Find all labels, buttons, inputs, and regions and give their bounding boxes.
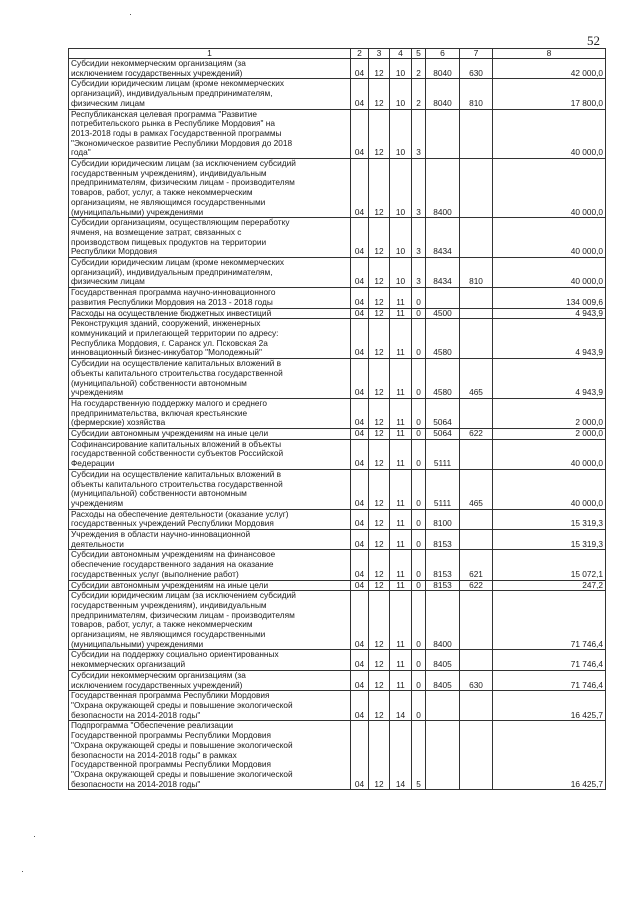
- table-row: [69, 319, 606, 359]
- row-name-line: коммуникаций и прилегающей территории по адресу:: [71, 327, 279, 338]
- row-name-line: организаций), индивидуальным предпринимателям,: [71, 88, 273, 99]
- row-expense-type: [460, 691, 493, 721]
- row-section: 04: [351, 429, 369, 440]
- row-subprogram: 0: [412, 670, 426, 690]
- row-expense-type: 810: [460, 79, 493, 109]
- row-target: 5064: [426, 398, 460, 428]
- table-row: [69, 258, 606, 288]
- row-expense-type: [460, 398, 493, 428]
- row-amount: 15 319,3: [493, 509, 606, 529]
- row-target: 8400: [426, 159, 460, 218]
- row-name-line: ячменя, на возмещение затрат, связанных с: [71, 226, 242, 237]
- row-section: 04: [351, 591, 369, 650]
- row-subprogram: 0: [412, 319, 426, 359]
- table-row: [69, 308, 606, 319]
- row-section: 04: [351, 308, 369, 319]
- row-name-line: (муниципальными) учреждениями: [71, 206, 204, 217]
- row-program: 11: [390, 288, 412, 308]
- row-section: 04: [351, 580, 369, 591]
- row-subprogram: 0: [412, 398, 426, 428]
- table-row: [69, 109, 606, 159]
- row-subsection: 12: [369, 359, 390, 399]
- row-section: 04: [351, 258, 369, 288]
- table-row: [69, 691, 606, 721]
- row-name-line: года": [71, 147, 91, 158]
- row-expense-type: 621: [460, 550, 493, 580]
- row-program: 11: [390, 439, 412, 469]
- row-expense-type: [460, 308, 493, 319]
- row-name-line: предпринимателям, физическим лицам - производителям: [71, 609, 295, 620]
- row-expense-type: [460, 319, 493, 359]
- row-expense-type: [460, 288, 493, 308]
- header-col-6: 6: [426, 49, 460, 59]
- row-target: 8100: [426, 509, 460, 529]
- row-expense-type: 630: [460, 670, 493, 690]
- row-subprogram: 0: [412, 469, 426, 509]
- row-name-line: государственной собственности субъектов Российской: [71, 448, 284, 459]
- row-expense-type: 622: [460, 429, 493, 440]
- row-name-line: 2013-2018 годы в рамках Государственной программы: [71, 127, 282, 138]
- row-subprogram: 0: [412, 591, 426, 650]
- row-name-line: товаров, работ, услуг, а также некоммерческим: [71, 619, 253, 630]
- row-name: [69, 721, 351, 790]
- row-expense-type: [460, 650, 493, 670]
- row-amount: 17 800,0: [493, 79, 606, 109]
- row-name-line: производством пищевых продуктов на территории: [71, 236, 267, 247]
- row-target: 8153: [426, 530, 460, 550]
- row-amount: 2 000,0: [493, 398, 606, 428]
- row-subprogram: 2: [412, 79, 426, 109]
- row-name-line: учреждениям: [71, 387, 124, 398]
- row-name-line: Субсидии на осуществление капитальных вложений в: [71, 358, 282, 369]
- row-amount: 4 943,9: [493, 319, 606, 359]
- table-row: [69, 429, 606, 440]
- row-name-line: Субсидии на поддержку социально ориентированных: [71, 649, 279, 660]
- row-section: 04: [351, 288, 369, 308]
- header-col-4: 4: [390, 49, 412, 59]
- row-section: 04: [351, 79, 369, 109]
- row-name-line: государственным учреждениям), индивидуальным: [71, 167, 267, 178]
- row-name: [69, 288, 351, 308]
- row-subsection: 12: [369, 550, 390, 580]
- row-amount: 40 000,0: [493, 159, 606, 218]
- row-target: 8040: [426, 59, 460, 79]
- row-name-line: Республики Мордовия: [71, 246, 158, 257]
- row-subprogram: 0: [412, 691, 426, 721]
- row-name-line: предпринимательства, включая крестьянские: [71, 407, 248, 418]
- row-name-line: Субсидии некоммерческим организациям (за: [71, 58, 246, 68]
- row-section: 04: [351, 721, 369, 790]
- row-name-line: Государственная программа Республики Мордовия: [71, 690, 270, 701]
- row-name-line: Расходы на обеспечение деятельности (оказание услуг): [71, 508, 289, 519]
- row-name-line: Республиканская целевая программа "Развитие: [71, 108, 258, 119]
- row-amount: 4 943,9: [493, 359, 606, 399]
- header-col-8: 8: [493, 49, 606, 59]
- row-name-line: Республика Мордовия, г. Саранск ул. Псковская 2а: [71, 337, 268, 348]
- row-expense-type: 465: [460, 359, 493, 399]
- row-subsection: 12: [369, 691, 390, 721]
- row-program: 10: [390, 218, 412, 258]
- row-subsection: 12: [369, 109, 390, 159]
- row-amount: 16 425,7: [493, 721, 606, 790]
- row-program: 10: [390, 159, 412, 218]
- row-name-line: исключением государственных учреждений): [71, 67, 243, 78]
- row-name: [69, 530, 351, 550]
- row-amount: 71 746,4: [493, 591, 606, 650]
- row-name-line: Субсидии юридическим лицам (кроме некоммерческих: [71, 257, 284, 268]
- row-program: 11: [390, 509, 412, 529]
- row-subsection: 12: [369, 580, 390, 591]
- row-target: 8405: [426, 670, 460, 690]
- row-program: 14: [390, 721, 412, 790]
- row-name-line: исключением государственных учреждений): [71, 679, 243, 690]
- row-expense-type: [460, 509, 493, 529]
- row-name-line: физическим лицам: [71, 276, 145, 287]
- row-section: 04: [351, 530, 369, 550]
- row-name-line: физическим лицам: [71, 97, 145, 108]
- row-name: [69, 429, 351, 440]
- budget-table: [68, 48, 606, 790]
- row-name-line: некоммерческих организаций: [71, 659, 186, 670]
- row-subsection: 12: [369, 59, 390, 79]
- row-amount: 247,2: [493, 580, 606, 591]
- row-subsection: 12: [369, 650, 390, 670]
- table-row: [69, 59, 606, 79]
- row-name-line: Субсидии некоммерческим организациям (за: [71, 669, 246, 680]
- row-program: 10: [390, 258, 412, 288]
- table-row: [69, 288, 606, 308]
- row-target: 4500: [426, 308, 460, 319]
- row-name-line: объекты капитального строительства государственной: [71, 367, 283, 378]
- row-program: 11: [390, 670, 412, 690]
- row-target: 4580: [426, 319, 460, 359]
- row-target: 5064: [426, 429, 460, 440]
- row-name-line: Субсидии на осуществление капитальных вложений в: [71, 468, 282, 479]
- row-section: 04: [351, 691, 369, 721]
- row-subsection: 12: [369, 308, 390, 319]
- row-name: [69, 550, 351, 580]
- row-program: 11: [390, 398, 412, 428]
- row-name: [69, 159, 351, 218]
- row-name-line: развития Республики Мордовия на 2013 - 2018 годы: [71, 296, 273, 307]
- table-row: [69, 398, 606, 428]
- row-target: [426, 109, 460, 159]
- row-name: [69, 580, 351, 591]
- row-expense-type: [460, 591, 493, 650]
- row-subsection: 12: [369, 319, 390, 359]
- row-name: [69, 59, 351, 79]
- row-target: 8400: [426, 591, 460, 650]
- row-target: [426, 288, 460, 308]
- row-name: [69, 319, 351, 359]
- header-col-2: 2: [351, 49, 369, 59]
- row-program: 11: [390, 580, 412, 591]
- row-name-line: предпринимателям, физическим лицам - производителям: [71, 177, 295, 188]
- row-amount: 15 072,1: [493, 550, 606, 580]
- row-subsection: 12: [369, 218, 390, 258]
- row-subprogram: 0: [412, 288, 426, 308]
- row-name: [69, 670, 351, 690]
- table-row: [69, 670, 606, 690]
- row-program: 11: [390, 530, 412, 550]
- row-subprogram: 3: [412, 258, 426, 288]
- row-name-line: (муниципальной) собственности автономным: [71, 488, 247, 499]
- row-subprogram: 0: [412, 429, 426, 440]
- row-program: 11: [390, 429, 412, 440]
- row-amount: 134 009,6: [493, 288, 606, 308]
- row-name-line: государственных услуг (выполнение работ): [71, 568, 239, 579]
- row-program: 11: [390, 359, 412, 399]
- row-target: 8434: [426, 258, 460, 288]
- row-target: [426, 721, 460, 790]
- row-name-line: Государственной программы Республики Мордовия: [71, 730, 272, 741]
- row-name-line: Федерации: [71, 458, 115, 469]
- row-section: 04: [351, 398, 369, 428]
- row-subsection: 12: [369, 591, 390, 650]
- row-name-line: (муниципальными) учреждениями: [71, 638, 204, 649]
- header-col-7: 7: [460, 49, 493, 59]
- row-program: 11: [390, 469, 412, 509]
- row-name: [69, 109, 351, 159]
- scan-speck: [22, 871, 23, 872]
- row-name-line: "Охрана окружающей среды и повышение экологической: [71, 739, 293, 750]
- row-subsection: 12: [369, 288, 390, 308]
- row-program: 14: [390, 691, 412, 721]
- row-amount: 71 746,4: [493, 650, 606, 670]
- row-name-line: Субсидии автономным учреждениям на иные цели: [71, 579, 269, 590]
- row-section: 04: [351, 218, 369, 258]
- row-program: 10: [390, 109, 412, 159]
- row-subprogram: 0: [412, 550, 426, 580]
- row-name-line: учреждениям: [71, 497, 124, 508]
- row-expense-type: 810: [460, 258, 493, 288]
- row-amount: 40 000,0: [493, 469, 606, 509]
- row-name: [69, 509, 351, 529]
- row-amount: 40 000,0: [493, 218, 606, 258]
- row-name-line: Учреждения в области научно-инновационной: [71, 529, 251, 540]
- row-amount: 16 425,7: [493, 691, 606, 721]
- row-expense-type: [460, 721, 493, 790]
- row-name-line: Государственная программа научно-инновационного: [71, 287, 276, 298]
- row-name-line: Субсидии юридическим лицам (за исключением субсидий: [71, 158, 296, 169]
- row-program: 10: [390, 59, 412, 79]
- row-name-line: объекты капитального строительства государственной: [71, 478, 283, 489]
- table-row: [69, 591, 606, 650]
- header-col-5: 5: [412, 49, 426, 59]
- table-row: [69, 530, 606, 550]
- row-expense-type: 465: [460, 469, 493, 509]
- row-expense-type: [460, 159, 493, 218]
- row-name-line: потребительского рынка в Республике Мордовия" на: [71, 118, 275, 129]
- row-amount: 40 000,0: [493, 109, 606, 159]
- row-name-line: товаров, работ, услуг, а также некоммерческим: [71, 187, 253, 198]
- row-section: 04: [351, 509, 369, 529]
- row-name-line: Субсидии юридическим лицам (кроме некоммерческих: [71, 78, 284, 89]
- row-expense-type: [460, 439, 493, 469]
- row-subsection: 12: [369, 721, 390, 790]
- row-amount: 15 319,3: [493, 530, 606, 550]
- row-name: [69, 691, 351, 721]
- header-col-1: 1: [69, 49, 351, 59]
- row-subprogram: 3: [412, 218, 426, 258]
- row-target: 8405: [426, 650, 460, 670]
- row-subprogram: 2: [412, 59, 426, 79]
- row-name-line: "Охрана окружающей среды и повышение экологической: [71, 768, 293, 779]
- row-subprogram: 0: [412, 439, 426, 469]
- row-name-line: Субсидии автономным учреждениям на иные цели: [71, 428, 269, 439]
- row-program: 10: [390, 79, 412, 109]
- row-name-line: Софинансирование капитальных вложений в объекты: [71, 438, 282, 449]
- row-name-line: Расходы на осуществление бюджетных инвестиций: [71, 307, 272, 318]
- row-target: 8153: [426, 550, 460, 580]
- row-name: [69, 258, 351, 288]
- row-name: [69, 591, 351, 650]
- row-name-line: (фермерские) хозяйства: [71, 417, 166, 428]
- row-amount: 40 000,0: [493, 258, 606, 288]
- row-name-line: На государственную поддержку малого и среднего: [71, 397, 268, 408]
- row-name: [69, 469, 351, 509]
- row-amount: 71 746,4: [493, 670, 606, 690]
- row-subsection: 12: [369, 159, 390, 218]
- page-number: 52: [587, 33, 600, 48]
- row-name-line: инновационный бизнес-инкубатор "Молодежный": [71, 347, 262, 358]
- row-amount: 42 000,0: [493, 59, 606, 79]
- row-name-line: государственных учреждений Республики Мордовия: [71, 518, 274, 529]
- row-subprogram: 0: [412, 509, 426, 529]
- row-name-line: безопасности на 2014-2018 годы": [71, 709, 201, 720]
- row-target: 8153: [426, 580, 460, 591]
- row-section: 04: [351, 109, 369, 159]
- table-row: [69, 509, 606, 529]
- row-target: 8434: [426, 218, 460, 258]
- row-name: [69, 308, 351, 319]
- row-target: 5111: [426, 469, 460, 509]
- row-name-line: безопасности на 2014-2018 годы": [71, 778, 201, 789]
- row-name-line: Субсидии автономным учреждениям на финансовое: [71, 549, 276, 560]
- row-subsection: 12: [369, 398, 390, 428]
- row-name: [69, 359, 351, 399]
- row-name-line: деятельности: [71, 538, 124, 549]
- row-expense-type: [460, 218, 493, 258]
- row-subprogram: 0: [412, 650, 426, 670]
- row-name: [69, 439, 351, 469]
- row-section: 04: [351, 670, 369, 690]
- table-row: [69, 218, 606, 258]
- row-name: [69, 218, 351, 258]
- row-section: 04: [351, 469, 369, 509]
- row-name-line: Государственной программы Республики Мордовия: [71, 759, 272, 770]
- row-name-line: государственным учреждениям), индивидуальным: [71, 599, 267, 610]
- row-program: 11: [390, 308, 412, 319]
- row-subprogram: 3: [412, 159, 426, 218]
- row-name-line: организациям, не являющимся государственными: [71, 196, 266, 207]
- row-section: 04: [351, 159, 369, 218]
- row-program: 11: [390, 550, 412, 580]
- row-name-line: организаций), индивидуальным предпринимателям,: [71, 266, 273, 277]
- row-program: 11: [390, 650, 412, 670]
- row-subsection: 12: [369, 530, 390, 550]
- row-name-line: Субсидии юридическим лицам (за исключением субсидий: [71, 590, 296, 601]
- table-row: [69, 469, 606, 509]
- table-row: [69, 580, 606, 591]
- row-name: [69, 79, 351, 109]
- row-expense-type: 622: [460, 580, 493, 591]
- row-subsection: 12: [369, 79, 390, 109]
- row-program: 11: [390, 319, 412, 359]
- row-name-line: Субсидии организациям, осуществляющим переработку: [71, 217, 290, 228]
- row-program: 11: [390, 591, 412, 650]
- row-section: 04: [351, 359, 369, 399]
- row-target: [426, 691, 460, 721]
- row-name-line: обеспечение государственного задания на оказание: [71, 559, 274, 570]
- row-name-line: Реконструкция зданий, сооружений, инженерных: [71, 318, 261, 329]
- row-name: [69, 650, 351, 670]
- row-expense-type: [460, 530, 493, 550]
- row-amount: 4 943,9: [493, 308, 606, 319]
- table-row: [69, 359, 606, 399]
- row-target: 4580: [426, 359, 460, 399]
- table-body: [69, 59, 606, 790]
- scan-speck: [130, 14, 131, 15]
- row-name: [69, 398, 351, 428]
- row-subsection: 12: [369, 670, 390, 690]
- row-expense-type: 630: [460, 59, 493, 79]
- table-row: [69, 550, 606, 580]
- table-row: [69, 159, 606, 218]
- row-target: 5111: [426, 439, 460, 469]
- header-row: [69, 49, 606, 59]
- row-section: 04: [351, 650, 369, 670]
- row-subprogram: 0: [412, 359, 426, 399]
- row-subprogram: 0: [412, 308, 426, 319]
- row-name-line: "Экономическое развитие Республики Мордовия до 2018: [71, 137, 293, 148]
- row-name-line: "Охрана окружающей среды и повышение экологической: [71, 700, 293, 710]
- row-subprogram: 0: [412, 580, 426, 591]
- row-amount: 40 000,0: [493, 439, 606, 469]
- row-subprogram: 3: [412, 109, 426, 159]
- table-row: [69, 439, 606, 469]
- row-subprogram: 5: [412, 721, 426, 790]
- row-subsection: 12: [369, 509, 390, 529]
- table-row: [69, 721, 606, 790]
- row-name-line: безопасности на 2014-2018 годы" в рамках: [71, 749, 237, 760]
- row-target: 8040: [426, 79, 460, 109]
- row-subsection: 12: [369, 258, 390, 288]
- row-amount: 2 000,0: [493, 429, 606, 440]
- row-name-line: (муниципальной) собственности автономным: [71, 377, 247, 388]
- row-subsection: 12: [369, 439, 390, 469]
- table-row: [69, 650, 606, 670]
- row-subsection: 12: [369, 429, 390, 440]
- row-name-line: Подпрограмма "Обеспечение реализации: [71, 720, 234, 731]
- row-section: 04: [351, 319, 369, 359]
- header-col-3: 3: [369, 49, 390, 59]
- row-section: 04: [351, 439, 369, 469]
- table-row: [69, 79, 606, 109]
- scan-speck: [34, 836, 35, 837]
- row-section: 04: [351, 59, 369, 79]
- row-subprogram: 0: [412, 530, 426, 550]
- row-subsection: 12: [369, 469, 390, 509]
- row-name-line: организациям, не являющимся государственными: [71, 629, 266, 640]
- row-section: 04: [351, 550, 369, 580]
- row-expense-type: [460, 109, 493, 159]
